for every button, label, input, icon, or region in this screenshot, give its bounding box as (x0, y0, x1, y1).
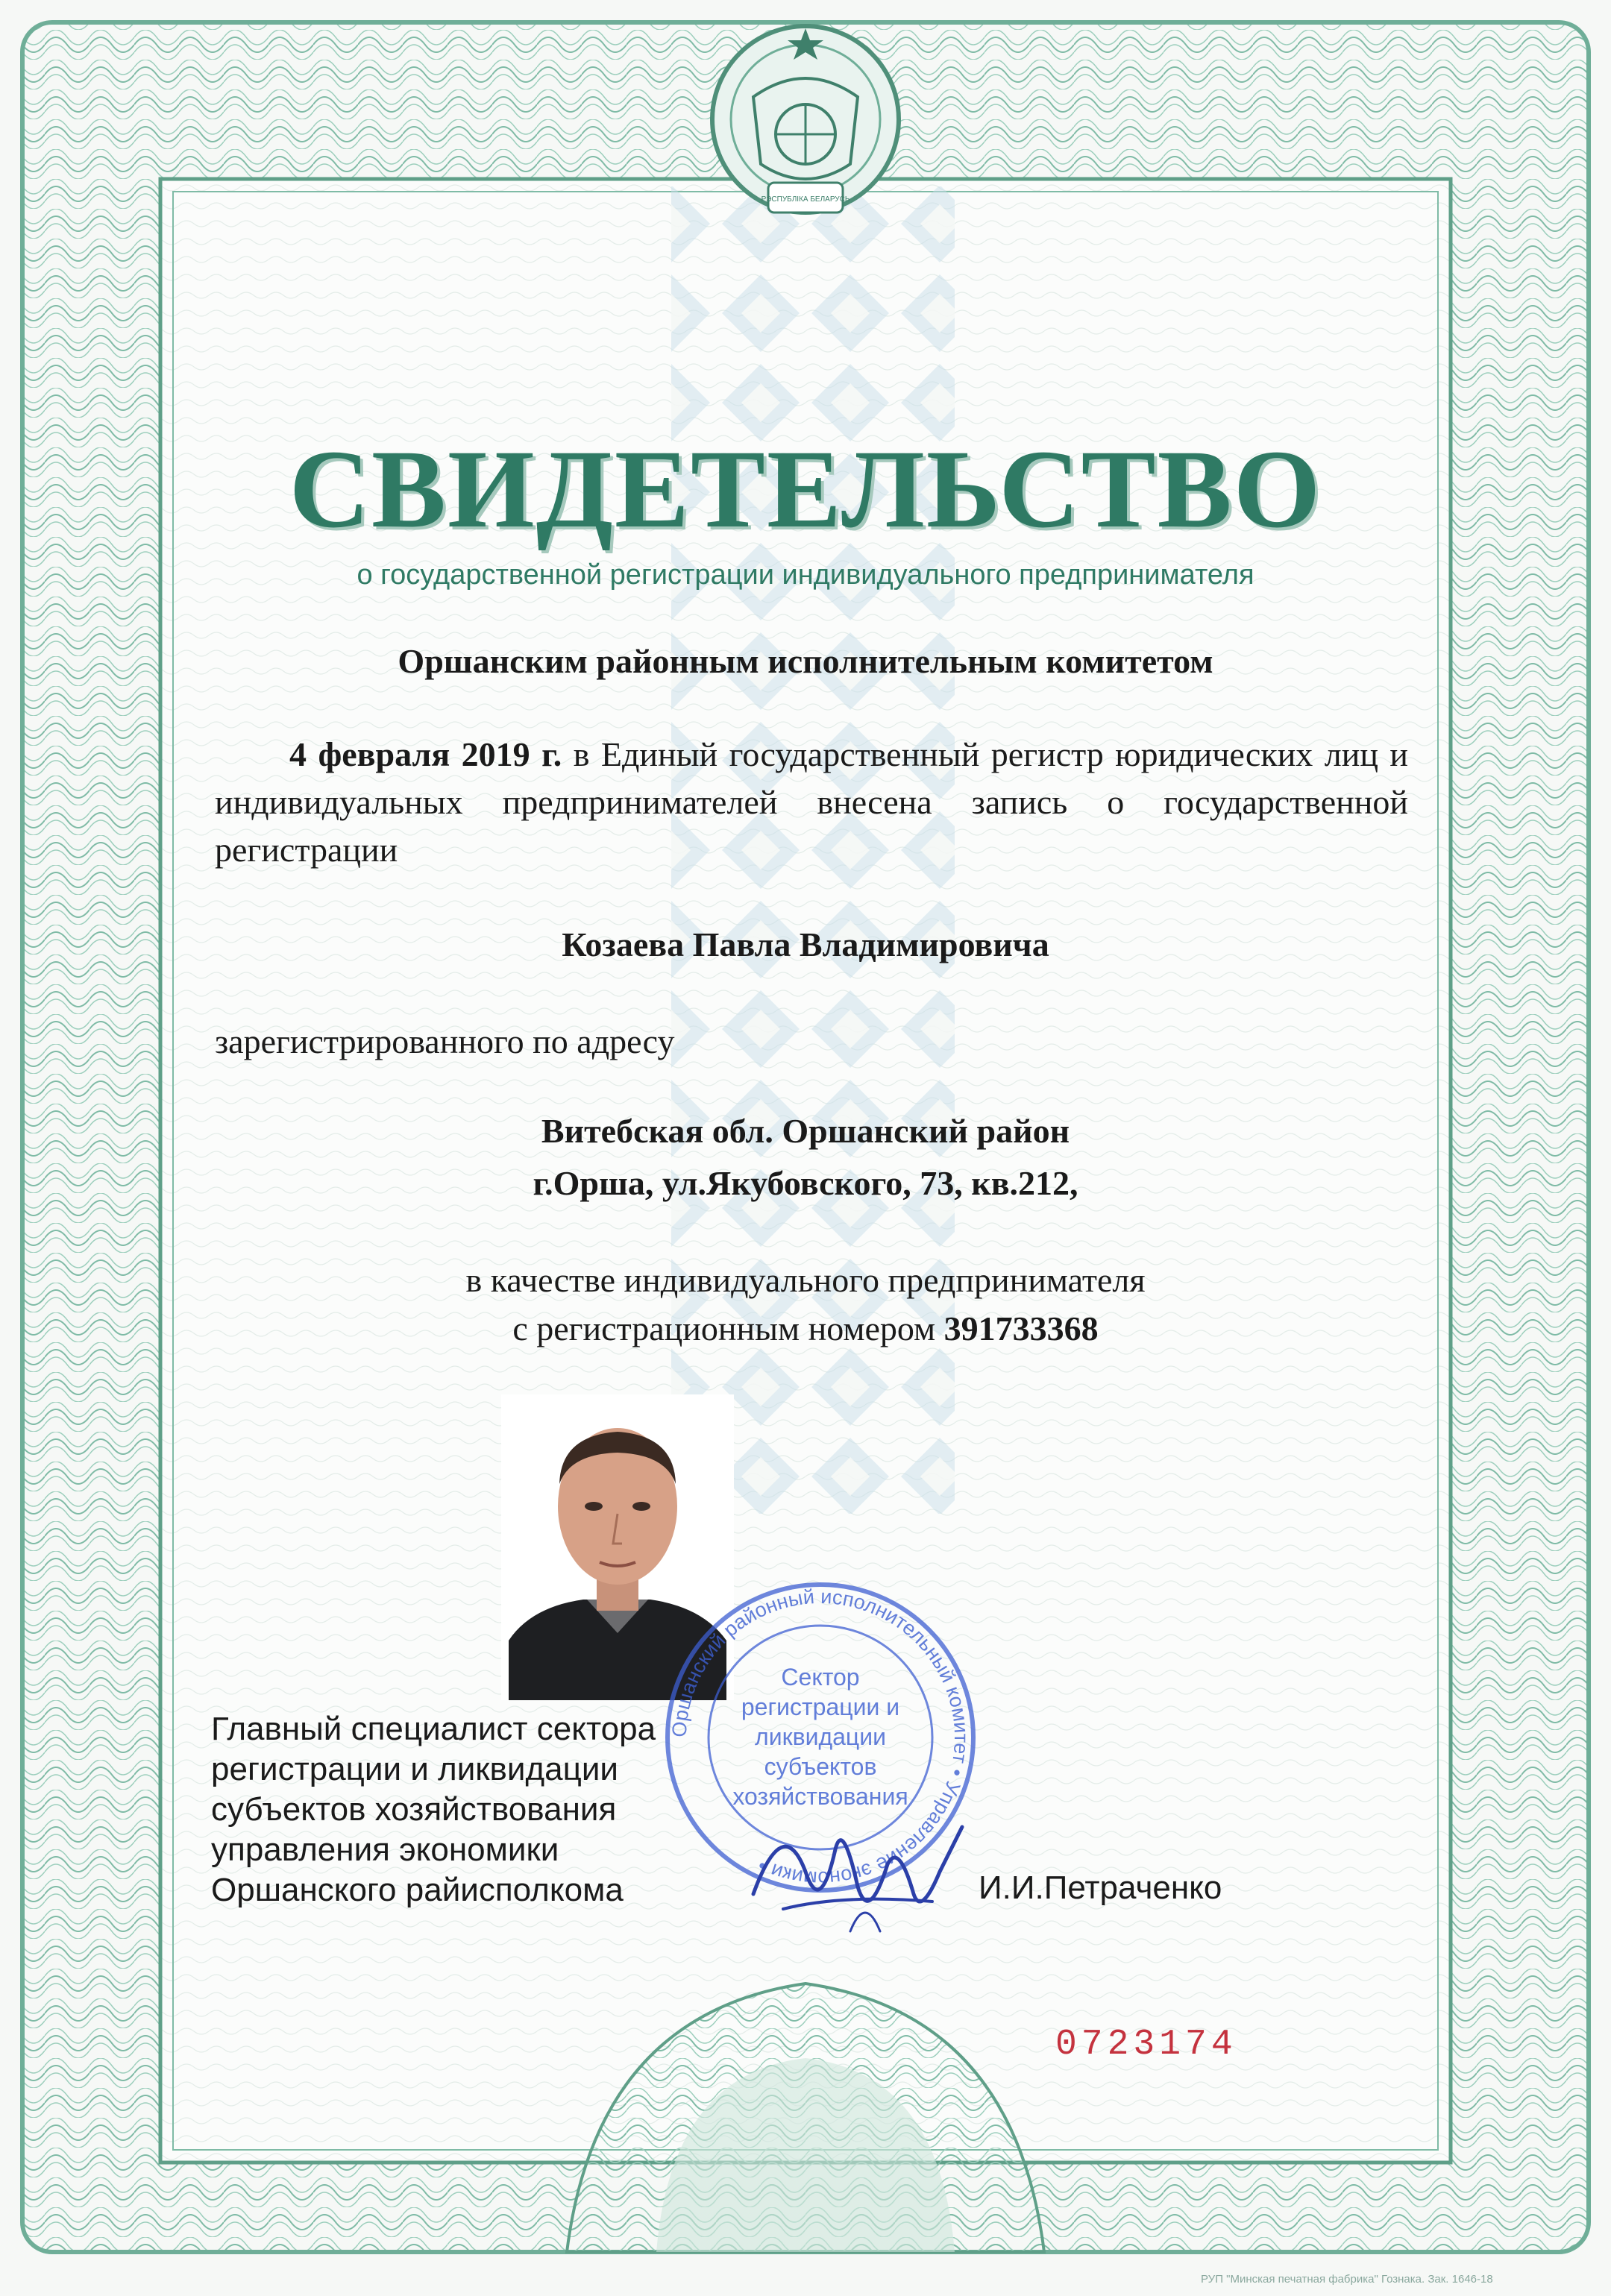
emblem-label: РЭСПУБЛІКА БЕЛАРУСЬ (761, 195, 850, 204)
registration-date: 4 февраля 2019 г. (289, 735, 562, 773)
address-label: зарегистрированного по адресу (215, 1022, 675, 1060)
official-line-4: управления экономики (211, 1831, 559, 1868)
document-subtitle: о государственной регистрации индивидуального предпринимателя (357, 559, 1254, 591)
capacity-line-2 (0, 1309, 1611, 1348)
official-line-5: Оршанского райисполкома (211, 1872, 624, 1908)
registry-text: в Единый государственный регистр юридических лиц и индивидуальных предпринимателей внесена запись о государственной регистрации (215, 735, 1409, 869)
official-position (211, 1709, 656, 1910)
stamp-line-5: хозяйствования (732, 1783, 908, 1810)
official-line-1: Главный специалист сектора (211, 1711, 656, 1747)
registration-paragraph (215, 731, 1408, 874)
official-line-3: субъектов хозяйствования (211, 1791, 617, 1828)
stamp-line-1: Сектор (781, 1664, 860, 1690)
address-line-1: Витебская обл. Оршанский район (541, 1112, 1070, 1150)
issuer-name: Оршанским районным исполнительным комитетом (398, 642, 1213, 680)
official-line-2: регистрации и ликвидации (211, 1751, 619, 1787)
stamp-line-4: субъектов (764, 1753, 877, 1780)
coat-of-arms-emblem (701, 15, 910, 231)
handwritten-signature (738, 1782, 977, 1946)
entrepreneur-name: Козаева Павла Владимировича (562, 925, 1049, 963)
stamp-line-2: регистрации и (741, 1693, 900, 1720)
registration-number: 391733368 (943, 1309, 1099, 1347)
printer-note: РУП "Минская печатная фабрика" Гознака. Зак. 1646-18 (1201, 2273, 1493, 2286)
signer-name: И.И.Петраченко (979, 1869, 1222, 1906)
document-title: СВИДЕТЕЛЬСТВО (289, 427, 1322, 551)
stamp-line-3: ликвидации (755, 1723, 886, 1750)
registration-number-label: с регистрационным номером (512, 1309, 936, 1347)
address-line-2: г.Орша, ул.Якубовского, 73, кв.212, (533, 1164, 1078, 1202)
stamp-ring-text: Оршанский районный исполнительный комитет • Управление экономики • (668, 1585, 973, 1890)
serial-number: 0723174 (1055, 2025, 1237, 2065)
capacity-line-1: в качестве индивидуального предпринимателя (465, 1261, 1146, 1299)
